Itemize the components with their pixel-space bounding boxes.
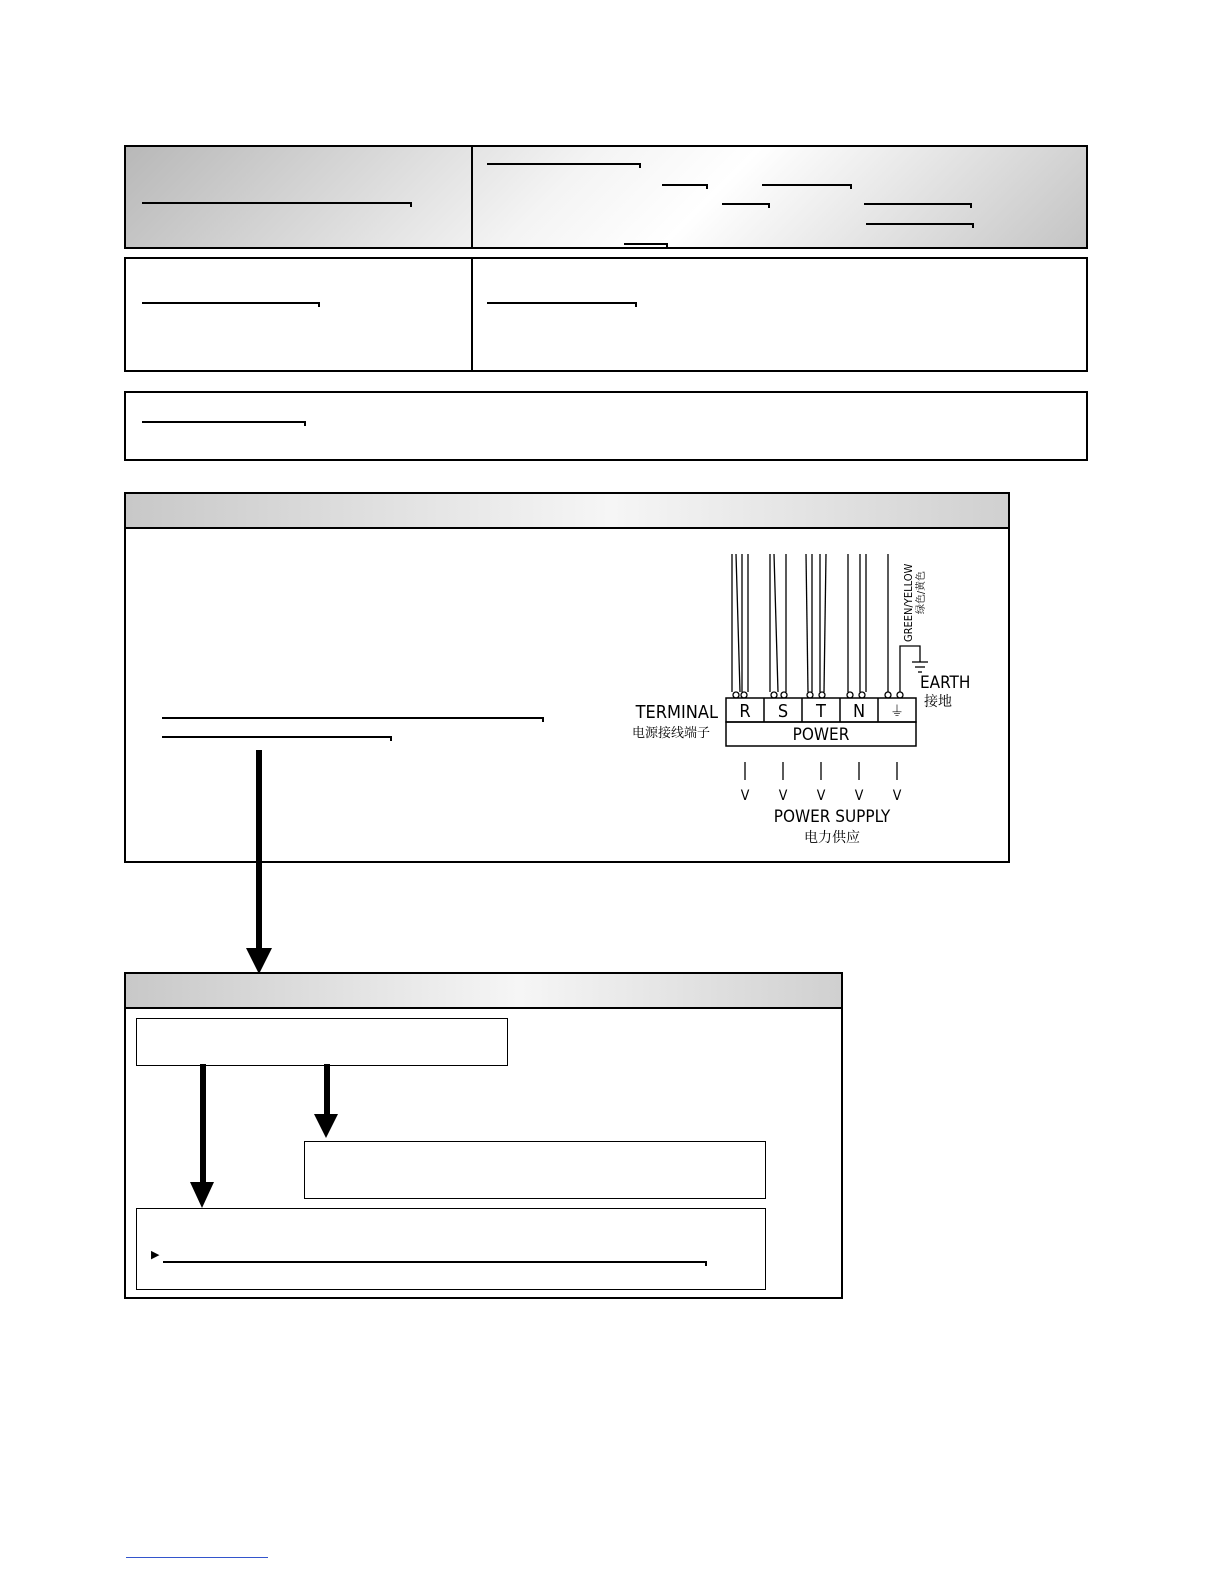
terminal-r: R — [739, 701, 751, 722]
supply-mark: V — [778, 788, 788, 804]
power-supply-label-cn: 电力供应 — [804, 830, 860, 846]
terminal-wiring-diagram — [616, 534, 976, 864]
terminal-eyelets — [733, 692, 903, 698]
note-row — [124, 391, 1088, 461]
wiring-panel-header — [126, 494, 1008, 529]
terminal-earth-symbol: ⏚ — [890, 704, 904, 720]
terminal-label-cn: 电源接线端子 — [631, 726, 710, 741]
redacted-text-line — [722, 203, 768, 205]
redacted-text-line — [162, 736, 390, 738]
info-row — [124, 257, 1088, 372]
bullet-arrow-icon: ▶ — [151, 1248, 160, 1261]
terminal-s: S — [777, 701, 789, 722]
flow-arrow-head — [190, 1182, 214, 1208]
header-divider — [471, 147, 473, 247]
flow-step-box-2 — [304, 1141, 766, 1199]
redacted-text-line — [142, 202, 410, 204]
redacted-text-line — [864, 203, 970, 205]
flow-arrow-shaft — [256, 750, 262, 950]
terminal-t: T — [816, 701, 826, 722]
earth-label-cn: 接地 — [924, 694, 952, 710]
green-yellow-label-cn: 绿色/黄色 — [916, 570, 927, 614]
redacted-text-line — [142, 302, 318, 304]
supply-mark: V — [740, 788, 750, 804]
redacted-text-line — [762, 184, 850, 186]
power-supply-label: POWER SUPPLY — [773, 807, 891, 827]
earth-label: EARTH — [920, 673, 971, 693]
supply-mark: V — [892, 788, 902, 804]
supply-leads — [745, 762, 897, 780]
wire-group — [732, 554, 928, 692]
supply-mark: V — [854, 788, 864, 804]
redacted-text-line — [624, 243, 666, 245]
flow-arrow-shaft — [200, 1064, 206, 1184]
footer-link-underline — [126, 1557, 268, 1558]
terminal-n: N — [852, 701, 866, 722]
flow-arrow-head — [314, 1114, 338, 1138]
green-yellow-label: GREEN/YELLOW — [902, 563, 915, 642]
redacted-text-line — [163, 1261, 705, 1263]
flow-panel-header — [126, 974, 841, 1009]
redacted-text-line — [142, 421, 304, 423]
power-label: POWER — [792, 725, 850, 745]
header-row — [124, 145, 1088, 249]
flow-arrow-shaft — [324, 1064, 330, 1116]
flow-step-box-3 — [136, 1208, 766, 1290]
redacted-text-line — [866, 223, 972, 225]
flow-panel — [124, 972, 843, 1299]
redacted-text-line — [487, 302, 635, 304]
flow-arrow-head — [246, 948, 272, 974]
info-divider — [471, 259, 473, 370]
terminal-label: TERMINAL — [635, 702, 718, 723]
flow-step-box-1 — [136, 1018, 508, 1066]
redacted-text-line — [662, 184, 706, 186]
redacted-text-line — [487, 163, 639, 165]
redacted-text-line — [162, 717, 542, 719]
supply-mark: V — [816, 788, 826, 804]
